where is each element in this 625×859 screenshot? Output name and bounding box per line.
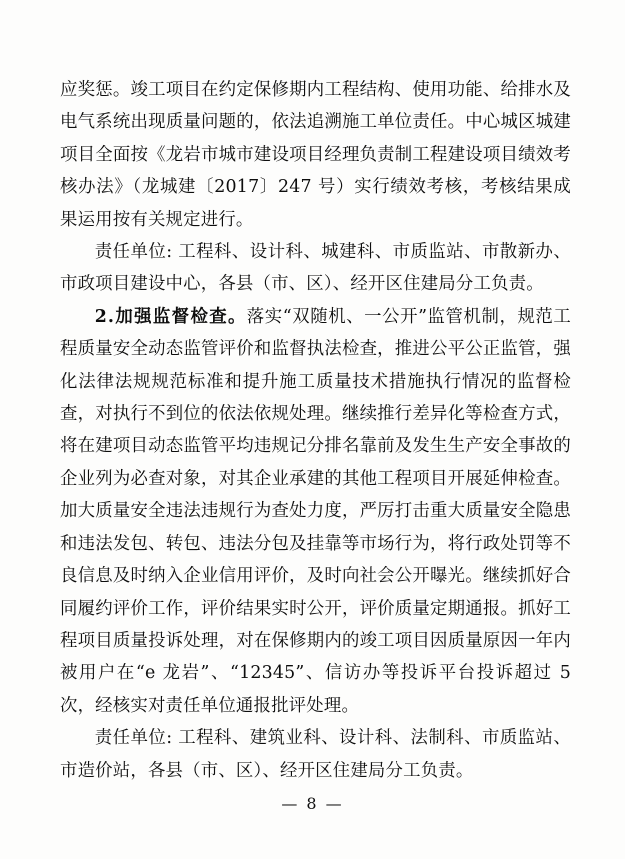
paragraph-text: 落实“双随机、一公开”监管机制，规范工程质量安全动态监管评价和监督执法检查，推进公平公正监管，强化法律法规规范标准和提升施工质量技术措施执行情况的监督检查，对执行不到位的依法依规处理。继续推行差异化等检查方式，将在建项目动态监管平均违规记分排名靠前及发生生产安全事故的企业列为必查对象，对其企业承建的其他工程项目开展延伸检查。加大质量安全违法违规行为查处力度，严厉打击重大质量安全隐患和违法发包、转包、违法分包及挂靠等市场行为，将行政处罚等不良信息及时纳入企业信用评价，及时向社会公开曝光。继续抓好合同履约评价工作，评价结果实时公开，评价质量定期通报。抓好工程项目质量投诉处理，对在保修期内的竣工项目因质量原因一年内被用户在“e 龙岩”、“12345”、信访办等投诉平台投诉超过 5 次，经核实对责任单位通报批评处理。 bbox=[60, 306, 571, 716]
paragraph-continuation bbox=[60, 74, 571, 236]
paragraph-text: 应奖惩。竣工项目在约定保修期内工程结构、使用功能、给排水及电气系统出现质量问题的，依法追溯施工单位责任。中心城区城建项目全面按《龙岩市城市建设项目经理负责制工程建设项目绩效考核办法》（龙城建〔2017〕247 号）实行绩效考核，考核结果成果运用按有关规定进行。 bbox=[60, 80, 571, 230]
paragraph-responsible-unit-2 bbox=[60, 722, 571, 787]
section-heading-inline: 2.加强监督检查。 bbox=[94, 306, 247, 327]
paragraph-section-2 bbox=[60, 301, 571, 722]
paragraph-responsible-unit-1 bbox=[60, 236, 571, 301]
page-number: — 8 — bbox=[281, 794, 344, 813]
paragraph-text: 责任单位: 工程科、建筑业科、设计科、法制科、市质监站、市造价站，各县（市、区）、经开区住建局分工负责。 bbox=[60, 728, 571, 781]
paragraph-text: 责任单位: 工程科、设计科、城建科、市质监站、市散新办、市政项目建设中心，各县（市、区）、经开区住建局分工负责。 bbox=[60, 242, 571, 295]
document-body bbox=[60, 74, 571, 787]
